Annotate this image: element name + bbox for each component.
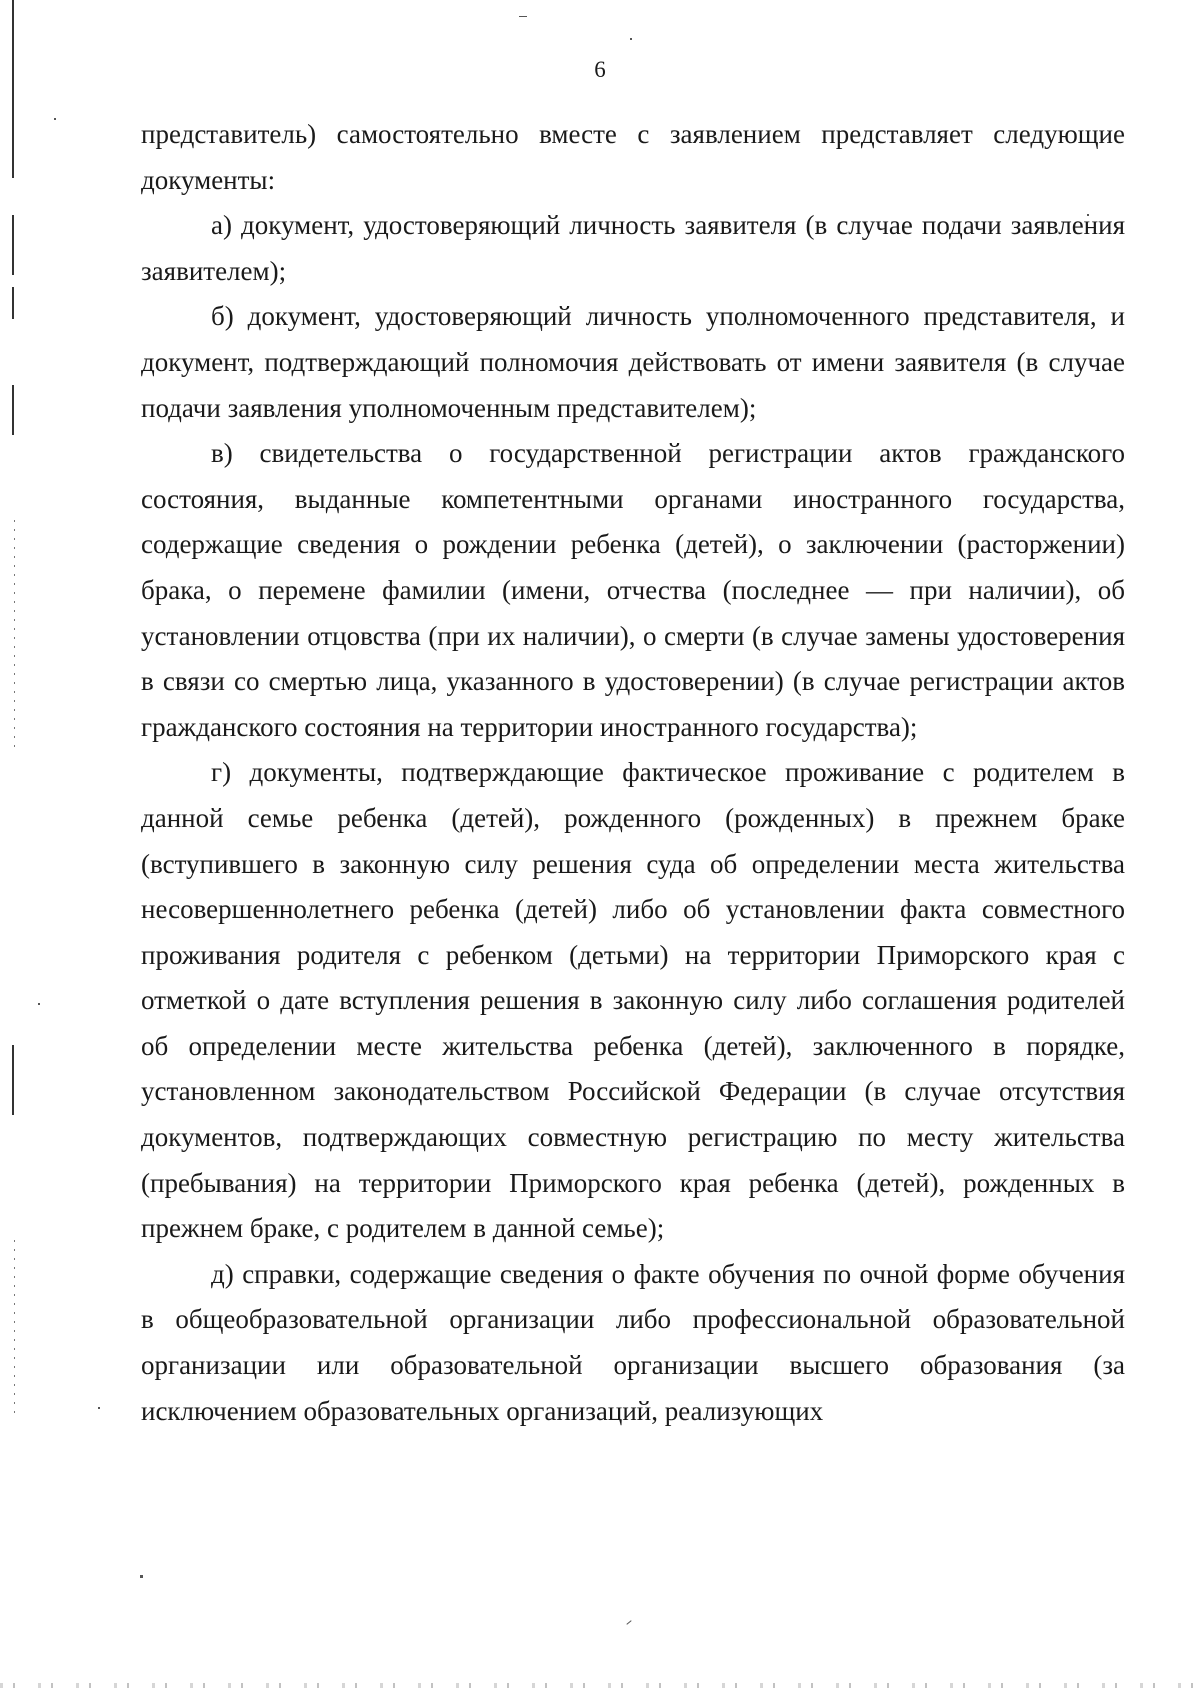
scan-artifact-dots	[14, 1240, 15, 1420]
list-item-g: г) документы, подтверждающие фактическое проживание с родителем в данной семье ребенка (детей), рожденного (рожденных) в прежнем браке (вступившего в законную силу решения суда об определении места жительства несовершеннолетнего ребенка (детей) либо об установлении факта совместного проживания родителя с ребенком (детьми) на территории Приморского края с отметкой о дате вступления решения в законную силу либо соглашения родителей об определении месте жительства ребенка (детей), заключенного в порядке, установленном законодательством Российской Федерации (в случае отсутствия документов, подтверждающих совместную регистрацию по месту жительства (пребывания) на территории Приморского края ребенка (детей), рожденных в прежнем браке, с родителем в данной семье);	[141, 757, 1125, 1244]
scan-artifact-bar	[12, 287, 14, 319]
list-item-a: а) документ, удостоверяющий личность заявителя (в случае подачи заявления заявителем);	[141, 210, 1125, 286]
list-item-b: б) документ, удостоверяющий личность уполномоченного представителя, и документ, подтверждающий полномочия действовать от имени заявителя (в случае подачи заявления уполномоченным представителем);	[141, 301, 1125, 423]
scan-artifact-speck	[140, 1575, 143, 1578]
scan-artifact-bar	[12, 215, 14, 275]
scan-artifact-speck	[626, 1620, 631, 1625]
document-text	[141, 112, 1125, 1434]
scan-artifact-bar	[12, 0, 14, 178]
scan-artifact-edge	[0, 1683, 1200, 1688]
scan-artifact-dots	[14, 520, 15, 750]
page-number: 6	[594, 57, 606, 82]
list-item-v: в) свидетельства о государственной регистрации актов гражданского состояния, выданные компетентными органами иностранного государства, содержащие сведения о рождении ребенка (детей), о заключении (расторжении) брака, о перемене фамилии (имени, отчества (последнее — при наличии), об установлении отцовства (при их наличии), о смерти (в случае замены удостоверения в связи со смертью лица, указанного в удостоверении) (в случае регистрации актов гражданского состояния на территории иностранного государства);	[141, 438, 1125, 742]
scan-artifact-bar	[12, 385, 14, 435]
paragraph-continuation: представитель) самостоятельно вместе с заявлением представляет следующие документы:	[141, 119, 1125, 195]
scan-artifact-speck	[38, 1003, 40, 1005]
scan-artifact-speck	[54, 118, 56, 120]
scan-artifact-bar	[12, 1045, 14, 1115]
scan-artifact-speck	[630, 38, 632, 40]
scan-artifact-speck	[519, 16, 527, 17]
list-item-d: д) справки, содержащие сведения о факте обучения по очной форме обучения в общеобразовательной организации либо профессиональной образовательной организации или образовательной организации высшего образования (за исключением образовательных организаций, реализующих	[141, 1258, 1125, 1426]
scan-artifact-speck	[98, 1407, 100, 1409]
